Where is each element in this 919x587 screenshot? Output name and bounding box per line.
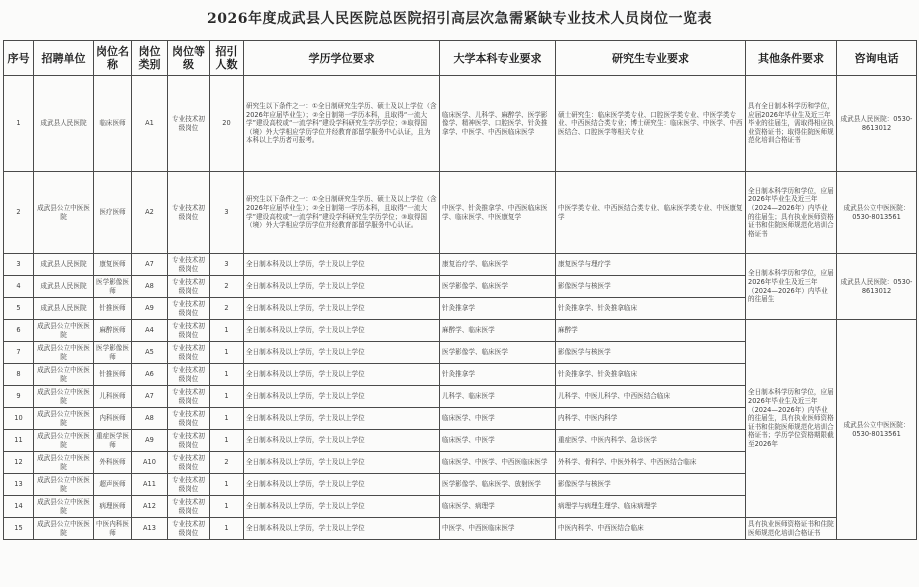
cell-category: A7 — [132, 386, 168, 408]
cell-seq: 12 — [4, 452, 34, 474]
cell-count: 1 — [210, 474, 244, 496]
cell-unit: 成武县公立中医医院 — [34, 518, 94, 540]
cell-post: 临床医师 — [94, 76, 132, 172]
cell-seq: 4 — [4, 276, 34, 298]
cell-category: A1 — [132, 76, 168, 172]
cell-post: 内科医师 — [94, 408, 132, 430]
cell-pg: 针灸推拿学、针灸推拿临床 — [556, 364, 746, 386]
cell-post: 中医内科医师 — [94, 518, 132, 540]
header-category: 岗位类别 — [132, 41, 168, 76]
cell-category: A5 — [132, 342, 168, 364]
cell-post: 重症医学医师 — [94, 430, 132, 452]
cell-unit: 成武县公立中医医院 — [34, 452, 94, 474]
cell-phone: 成武县公立中医医院：0530-8013561 — [837, 320, 917, 540]
table-row — [4, 76, 917, 172]
cell-level: 专业技术初级岗位 — [168, 386, 210, 408]
header-phone: 咨询电话 — [837, 41, 917, 76]
cell-post: 外科医师 — [94, 452, 132, 474]
cell-edu: 全日制本科及以上学历，学士及以上学位 — [244, 518, 440, 540]
header-row — [4, 41, 917, 76]
cell-pg: 儿科学、中医儿科学、中西医结合临床 — [556, 386, 746, 408]
cell-ug: 儿科学、临床医学 — [440, 386, 556, 408]
cell-edu: 全日制本科及以上学历，学士及以上学位 — [244, 430, 440, 452]
header-post: 岗位名称 — [94, 41, 132, 76]
cell-category: A13 — [132, 518, 168, 540]
cell-unit: 成武县公立中医医院 — [34, 474, 94, 496]
cell-edu: 全日制本科及以上学历，学士及以上学位 — [244, 496, 440, 518]
cell-ug: 中医学、中西医临床医学 — [440, 518, 556, 540]
cell-edu: 全日制本科及以上学历，学士及以上学位 — [244, 254, 440, 276]
cell-count: 1 — [210, 364, 244, 386]
cell-count: 1 — [210, 518, 244, 540]
header-other: 其他条件要求 — [746, 41, 837, 76]
cell-level: 专业技术初级岗位 — [168, 408, 210, 430]
cell-count: 1 — [210, 430, 244, 452]
cell-count: 1 — [210, 496, 244, 518]
cell-unit: 成武县公立中医医院 — [34, 320, 94, 342]
cell-pg: 中医学类专业、中西医结合类专业、临床医学类专业、中医康复学 — [556, 172, 746, 254]
cell-other: 全日制本科学历和学位，应届2026年毕业生及近三年（2024—2026年）内毕业的往届生 — [746, 254, 837, 320]
cell-ug: 临床医学、中医学、中西医临床医学 — [440, 452, 556, 474]
cell-count: 20 — [210, 76, 244, 172]
cell-unit: 成武县公立中医医院 — [34, 430, 94, 452]
header-unit: 招聘单位 — [34, 41, 94, 76]
cell-level: 专业技术初级岗位 — [168, 342, 210, 364]
cell-level: 专业技术初级岗位 — [168, 474, 210, 496]
cell-count: 3 — [210, 254, 244, 276]
cell-count: 1 — [210, 386, 244, 408]
cell-category: A9 — [132, 430, 168, 452]
cell-unit: 成武县公立中医医院 — [34, 172, 94, 254]
cell-pg: 影像医学与核医学 — [556, 276, 746, 298]
cell-category: A8 — [132, 276, 168, 298]
cell-post: 儿科医师 — [94, 386, 132, 408]
cell-count: 2 — [210, 452, 244, 474]
cell-pg: 影像医学与核医学 — [556, 474, 746, 496]
cell-level: 专业技术初级岗位 — [168, 364, 210, 386]
cell-seq: 7 — [4, 342, 34, 364]
cell-level: 专业技术初级岗位 — [168, 452, 210, 474]
cell-unit: 成武县人民医院 — [34, 76, 94, 172]
cell-unit: 成武县公立中医医院 — [34, 408, 94, 430]
cell-post: 麻醉医师 — [94, 320, 132, 342]
cell-ug: 针灸推拿学 — [440, 364, 556, 386]
cell-level: 专业技术初级岗位 — [168, 298, 210, 320]
cell-seq: 11 — [4, 430, 34, 452]
cell-category: A2 — [132, 172, 168, 254]
cell-pg: 康复医学与理疗学 — [556, 254, 746, 276]
cell-unit: 成武县人民医院 — [34, 254, 94, 276]
cell-post: 医学影像医师 — [94, 342, 132, 364]
cell-edu: 全日制本科及以上学历，学士及以上学位 — [244, 452, 440, 474]
cell-other: 具有全日制本科学历和学位，应届2026年毕业生及近三年毕业的往届生，需取得相应执业资格证书；取得住院医师规范化培训合格证书 — [746, 76, 837, 172]
cell-unit: 成武县人民医院 — [34, 276, 94, 298]
cell-pg: 中医内科学、中西医结合临床 — [556, 518, 746, 540]
cell-ug: 康复治疗学、临床医学 — [440, 254, 556, 276]
cell-category: A12 — [132, 496, 168, 518]
cell-seq: 9 — [4, 386, 34, 408]
cell-seq: 1 — [4, 76, 34, 172]
cell-category: A9 — [132, 298, 168, 320]
cell-other: 全日制本科学历和学位，应届2026年毕业生及近三年（2024—2026年）内毕业的往届生，具有执业医师资格证书和住院医师规范化培训合格证书；学历学位资格期限截至2026年 — [746, 320, 837, 518]
cell-category: A7 — [132, 254, 168, 276]
cell-category: A11 — [132, 474, 168, 496]
cell-level: 专业技术初级岗位 — [168, 76, 210, 172]
cell-category: A4 — [132, 320, 168, 342]
cell-ug: 医学影像学、临床医学、放射医学 — [440, 474, 556, 496]
header-level: 岗位等级 — [168, 41, 210, 76]
cell-unit: 成武县公立中医医院 — [34, 364, 94, 386]
cell-unit: 成武县公立中医医院 — [34, 496, 94, 518]
cell-seq: 8 — [4, 364, 34, 386]
cell-post: 超声医师 — [94, 474, 132, 496]
cell-phone: 成武县人民医院：0530-8613012 — [837, 254, 917, 320]
positions-table — [3, 40, 917, 540]
cell-edu: 全日制本科及以上学历，学士及以上学位 — [244, 276, 440, 298]
cell-pg: 病理学与病理生理学、临床病理学 — [556, 496, 746, 518]
cell-edu: 全日制本科及以上学历，学士及以上学位 — [244, 474, 440, 496]
cell-post: 针推医师 — [94, 298, 132, 320]
cell-level: 专业技术初级岗位 — [168, 496, 210, 518]
cell-count: 2 — [210, 276, 244, 298]
cell-edu: 研究生以下条件之一：①全日制研究生学历、硕士及以上学位（含2026年应届毕业生）；②全日制第一学历本科，且取得“一流大学”建设高校或“一流学科”建设学科研究生学历学位；③取得国（境）外大学相应学历学位并经教育部留学服务中心认证，且为本科以上学历者可报考。 — [244, 76, 440, 172]
cell-other: 全日制本科学历和学位，应届2026年毕业生及近三年（2024—2026年）内毕业的往届生；具有执业医师资格证书和住院医师规范化培训合格证书 — [746, 172, 837, 254]
cell-level: 专业技术初级岗位 — [168, 518, 210, 540]
cell-edu: 全日制本科及以上学历，学士及以上学位 — [244, 386, 440, 408]
cell-seq: 3 — [4, 254, 34, 276]
cell-post: 医疗医师 — [94, 172, 132, 254]
cell-ug: 临床医学、病理学 — [440, 496, 556, 518]
header-edu: 学历学位要求 — [244, 41, 440, 76]
cell-edu: 全日制本科及以上学历，学士及以上学位 — [244, 342, 440, 364]
cell-count: 3 — [210, 172, 244, 254]
cell-level: 专业技术初级岗位 — [168, 172, 210, 254]
cell-ug: 临床医学、中医学 — [440, 408, 556, 430]
header-count: 招引人数 — [210, 41, 244, 76]
cell-pg: 针灸推拿学、针灸推拿临床 — [556, 298, 746, 320]
cell-other: 具有执业医师资格证书和住院医师规范化培训合格证书 — [746, 518, 837, 540]
cell-category: A10 — [132, 452, 168, 474]
cell-edu: 全日制本科及以上学历，学士及以上学位 — [244, 298, 440, 320]
cell-seq: 5 — [4, 298, 34, 320]
cell-ug: 医学影像学、临床医学 — [440, 342, 556, 364]
cell-pg: 外科学、骨科学、中医外科学、中西医结合临床 — [556, 452, 746, 474]
cell-pg: 麻醉学 — [556, 320, 746, 342]
cell-post: 康复医师 — [94, 254, 132, 276]
cell-edu: 研究生以下条件之一：①全日制研究生学历、硕士及以上学位（含2026年应届毕业生）；②全日制第一学历本科，且取得“一流大学”建设高校或“一流学科”建设学科研究生学历学位；③取得国（境）外大学相应学历学位并经教育部留学服务中心认证。 — [244, 172, 440, 254]
cell-level: 专业技术初级岗位 — [168, 254, 210, 276]
cell-seq: 6 — [4, 320, 34, 342]
cell-unit: 成武县公立中医医院 — [34, 386, 94, 408]
cell-level: 专业技术初级岗位 — [168, 320, 210, 342]
cell-ug: 麻醉学、临床医学 — [440, 320, 556, 342]
cell-category: A8 — [132, 408, 168, 430]
cell-unit: 成武县人民医院 — [34, 298, 94, 320]
cell-count: 1 — [210, 408, 244, 430]
cell-phone: 成武县公立中医医院：0530-8013561 — [837, 172, 917, 254]
cell-seq: 13 — [4, 474, 34, 496]
header-ug: 大学本科专业要求 — [440, 41, 556, 76]
cell-pg: 硕士研究生：临床医学类专业、口腔医学类专业、中医学类专业、中西医结合类专业；博士研究生：临床医学、中医学、中西医结合、口腔医学等相关专业 — [556, 76, 746, 172]
table-row — [4, 518, 917, 540]
cell-edu: 全日制本科及以上学历，学士及以上学位 — [244, 364, 440, 386]
cell-seq: 10 — [4, 408, 34, 430]
cell-level: 专业技术初级岗位 — [168, 430, 210, 452]
table-row — [4, 320, 917, 342]
cell-phone: 成武县人民医院：0530-8613012 — [837, 76, 917, 172]
cell-ug: 临床医学、中医学 — [440, 430, 556, 452]
cell-pg: 重症医学、中医内科学、急诊医学 — [556, 430, 746, 452]
cell-edu: 全日制本科及以上学历，学士及以上学位 — [244, 320, 440, 342]
cell-seq: 15 — [4, 518, 34, 540]
cell-ug: 医学影像学、临床医学 — [440, 276, 556, 298]
cell-unit: 成武县公立中医医院 — [34, 342, 94, 364]
cell-seq: 14 — [4, 496, 34, 518]
cell-ug: 临床医学、儿科学、麻醉学、医学影像学、精神医学、口腔医学、针灸推拿学、中医学、中西医临床医学 — [440, 76, 556, 172]
cell-count: 1 — [210, 342, 244, 364]
cell-level: 专业技术初级岗位 — [168, 276, 210, 298]
header-seq: 序号 — [4, 41, 34, 76]
cell-edu: 全日制本科及以上学历，学士及以上学位 — [244, 408, 440, 430]
table-row — [4, 254, 917, 276]
cell-ug: 针灸推拿学 — [440, 298, 556, 320]
cell-seq: 2 — [4, 172, 34, 254]
cell-pg: 影像医学与核医学 — [556, 342, 746, 364]
cell-pg: 内科学、中医内科学 — [556, 408, 746, 430]
table-row — [4, 172, 917, 254]
cell-post: 针推医师 — [94, 364, 132, 386]
cell-category: A6 — [132, 364, 168, 386]
cell-post: 病理医师 — [94, 496, 132, 518]
cell-count: 2 — [210, 298, 244, 320]
header-pg: 研究生专业要求 — [556, 41, 746, 76]
cell-count: 1 — [210, 320, 244, 342]
cell-post: 医学影像医师 — [94, 276, 132, 298]
document-title: 2026年度成武县人民医院总医院招引高层次急需紧缺专业技术人员岗位一览表 — [207, 11, 712, 27]
cell-ug: 中医学、针灸推拿学、中西医临床医学、临床医学、中医康复学 — [440, 172, 556, 254]
